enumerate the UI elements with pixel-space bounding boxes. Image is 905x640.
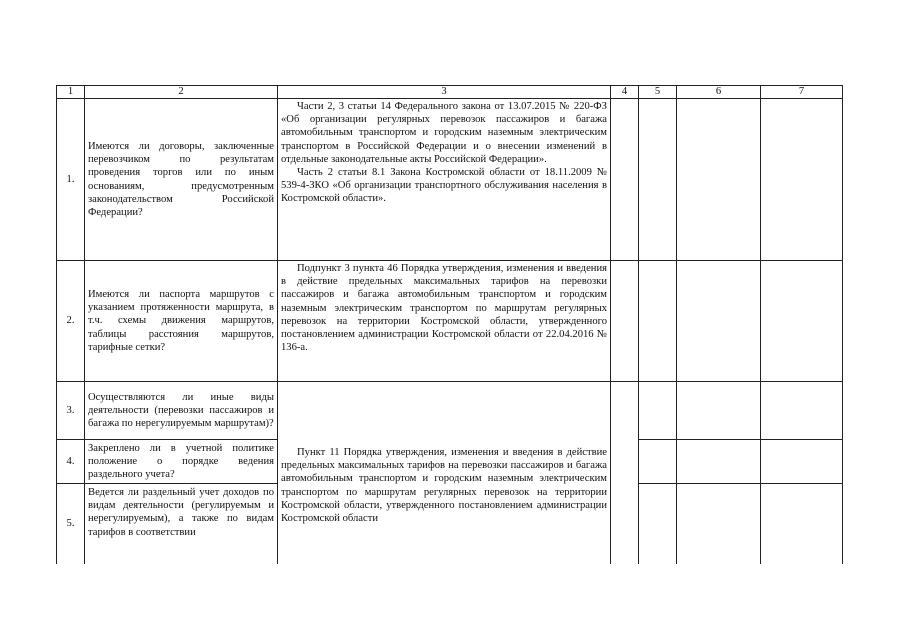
cell-col-5 (639, 440, 677, 484)
cell-col-5 (639, 99, 677, 261)
row-question: Закреплено ли в учетной политике положение о порядке ведения раздельного учета? (85, 440, 278, 484)
cell-col-5 (639, 261, 677, 382)
legal-paragraph: Пункт 11 Порядка утверждения, изменения и введения в действие предельных максимальных тарифов на перевозки пассажиров и багажа автомобильным транспортом и городским наземным электрическим транспортом по маршрутам регулярных перевозок на территории Костромской области, утвержденного постановлением администрации Костромской области (281, 447, 607, 525)
cell-col-7 (761, 440, 843, 484)
row-question: Ведется ли раздельный учет доходов по видам деятельности (регулируемым и нерегулируемым), а также по видам тарифов в соответствии (85, 484, 278, 564)
header-col-1: 1 (57, 86, 85, 99)
table-row (57, 382, 843, 440)
header-row (57, 86, 843, 99)
row-number: 5. (57, 484, 85, 564)
header-col-5: 5 (639, 86, 677, 99)
header-col-7: 7 (761, 86, 843, 99)
table-row (57, 99, 843, 261)
table-row (57, 261, 843, 382)
header-col-2: 2 (85, 86, 278, 99)
cell-col-6 (677, 440, 761, 484)
legal-paragraph: Часть 2 статьи 8.1 Закона Костромской области от 18.11.2009 № 539-4-ЗКО «Об организации транспортного обслуживания населения в Костромской области». (281, 167, 607, 205)
header-col-4: 4 (611, 86, 639, 99)
cell-col-7 (761, 484, 843, 564)
cell-col-7 (761, 99, 843, 261)
cell-col-5 (639, 382, 677, 440)
row-question: Имеются ли договоры, заключенные перевозчиком по результатам проведения торгов или по иным основаниям, предусмотренным законодательством Российской Федерации? (85, 99, 278, 261)
cell-col-6 (677, 484, 761, 564)
row-number: 3. (57, 382, 85, 440)
legal-paragraph: Подпункт 3 пункта 46 Порядка утверждения, изменения и введения в действие предельных максимальных тарифов на перевозки пассажиров и багажа автомобильным транспортом и городским наземным электрическим транспортом по маршрутам регулярных перевозок на территории Костромской области, утвержденного постановлением администрации Костромской области от 22.04.2016 № 136-а. (281, 263, 607, 354)
row-legal-basis (278, 99, 611, 261)
header-col-6: 6 (677, 86, 761, 99)
row-number: 2. (57, 261, 85, 382)
cell-col-7 (761, 261, 843, 382)
cell-col-6 (677, 382, 761, 440)
shared-legal-basis (278, 382, 611, 564)
cell-col-6 (677, 261, 761, 382)
cell-col-5 (639, 484, 677, 564)
cell-col-4 (611, 382, 639, 564)
row-question: Осуществляются ли иные виды деятельности (перевозки пассажиров и багажа по нерегулируемым маршрутам)? (85, 382, 278, 440)
document-table (56, 85, 842, 564)
row-number: 4. (57, 440, 85, 484)
header-col-3: 3 (278, 86, 611, 99)
row-legal-basis (278, 261, 611, 382)
cell-col-6 (677, 99, 761, 261)
checklist-table (56, 85, 843, 564)
legal-paragraph: Части 2, 3 статьи 14 Федерального закона от 13.07.2015 № 220-ФЗ «Об организации регулярных перевозок пассажиров и багажа автомобильным транспортом и городским наземным электрическим транспортом в Российской Федерации и о внесении изменений в отдельные законодательные акты Российской Федерации». (281, 101, 607, 165)
cell-col-7 (761, 382, 843, 440)
cell-col-4 (611, 261, 639, 382)
row-number: 1. (57, 99, 85, 261)
row-question: Имеются ли паспорта маршрутов с указанием протяженности маршрута, в т.ч. схемы движения маршрутов, таблицы расстояния маршрутов, тарифные сетки? (85, 261, 278, 382)
cell-col-4 (611, 99, 639, 261)
